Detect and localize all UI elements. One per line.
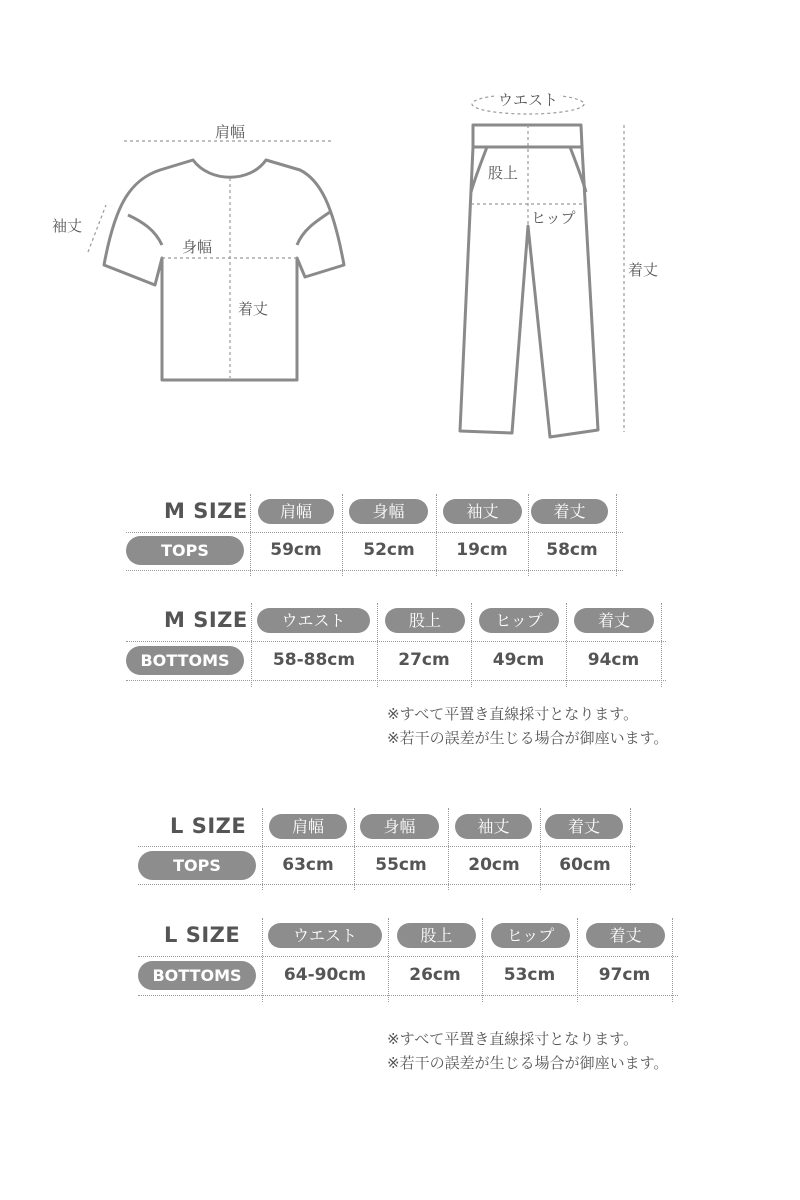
category-tops-label: TOPS bbox=[138, 851, 256, 880]
size-title: M SIZE bbox=[164, 499, 248, 523]
header-hip: ヒップ bbox=[479, 608, 559, 633]
column-divider bbox=[528, 494, 529, 576]
row-divider bbox=[138, 884, 635, 885]
header-waist: ウエスト bbox=[268, 923, 382, 948]
header-chest: 身幅 bbox=[360, 814, 439, 839]
value-waist: 64-90cm bbox=[283, 965, 367, 985]
column-divider bbox=[262, 918, 263, 1002]
column-divider bbox=[436, 494, 437, 576]
sleeve-measure-line bbox=[88, 205, 106, 252]
header-shoulder: 肩幅 bbox=[258, 499, 334, 524]
header-length: 着丈 bbox=[531, 499, 608, 524]
row-divider bbox=[138, 956, 678, 957]
column-divider bbox=[661, 603, 662, 687]
label-chest: 身幅 bbox=[182, 238, 213, 256]
column-divider bbox=[616, 494, 617, 576]
column-divider bbox=[377, 603, 378, 687]
value-chest: 52cm bbox=[363, 540, 415, 560]
header-length: 着丈 bbox=[586, 923, 665, 948]
note-line: ※すべて平置き直線採寸となります。 bbox=[387, 705, 639, 723]
header-sleeve: 袖丈 bbox=[443, 499, 522, 524]
column-divider bbox=[577, 918, 578, 1002]
label-waist: ウエスト bbox=[498, 91, 559, 109]
row-divider bbox=[126, 532, 623, 533]
header-waist: ウエスト bbox=[257, 608, 370, 633]
header-shoulder: 肩幅 bbox=[269, 814, 347, 839]
value-sleeve: 19cm bbox=[456, 540, 508, 560]
value-shoulder: 59cm bbox=[270, 540, 322, 560]
column-divider bbox=[540, 808, 541, 890]
value-length: 94cm bbox=[587, 650, 640, 670]
label-tops-length: 着丈 bbox=[238, 300, 269, 318]
value-rise: 27cm bbox=[398, 650, 450, 670]
column-divider bbox=[672, 918, 673, 1002]
row-divider bbox=[126, 570, 623, 571]
column-divider bbox=[630, 808, 631, 890]
row-divider bbox=[126, 680, 666, 681]
tshirt-outline bbox=[104, 160, 344, 380]
label-rise: 股上 bbox=[488, 164, 519, 182]
row-divider bbox=[138, 846, 635, 847]
column-divider bbox=[482, 918, 483, 1002]
column-divider bbox=[250, 494, 251, 576]
header-rise: 股上 bbox=[397, 923, 476, 948]
value-length: 58cm bbox=[546, 540, 598, 560]
column-divider bbox=[471, 603, 472, 687]
category-bottoms-label: BOTTOMS bbox=[138, 961, 256, 990]
value-hip: 49cm bbox=[492, 650, 545, 670]
label-hip: ヒップ bbox=[531, 209, 576, 227]
value-rise: 26cm bbox=[409, 965, 461, 985]
value-waist: 58-88cm bbox=[272, 650, 356, 670]
header-hip: ヒップ bbox=[491, 923, 570, 948]
header-rise: 股上 bbox=[385, 608, 465, 633]
column-divider bbox=[448, 808, 449, 890]
header-length: 着丈 bbox=[574, 608, 654, 633]
category-bottoms-label: BOTTOMS bbox=[126, 646, 244, 675]
column-divider bbox=[354, 808, 355, 890]
label-shoulder: 肩幅 bbox=[215, 123, 246, 141]
size-title: M SIZE bbox=[164, 608, 248, 632]
value-length: 97cm bbox=[598, 965, 651, 985]
note-line: ※若干の誤差が生じる場合が御座います。 bbox=[387, 729, 669, 747]
header-chest: 身幅 bbox=[349, 499, 428, 524]
note-line: ※すべて平置き直線採寸となります。 bbox=[387, 1030, 639, 1048]
size-title: L SIZE bbox=[170, 814, 247, 838]
label-sleeve: 袖丈 bbox=[52, 217, 83, 235]
tshirt-sleeve-seam-right bbox=[297, 212, 330, 245]
header-length: 着丈 bbox=[545, 814, 623, 839]
row-divider bbox=[138, 995, 678, 996]
column-divider bbox=[566, 603, 567, 687]
tshirt-sleeve-seam-left bbox=[128, 215, 162, 245]
value-shoulder: 63cm bbox=[282, 855, 334, 875]
label-bottoms-length: 着丈 bbox=[628, 261, 659, 279]
header-sleeve: 袖丈 bbox=[455, 814, 532, 839]
value-chest: 55cm bbox=[375, 855, 427, 875]
value-sleeve: 20cm bbox=[468, 855, 520, 875]
garment-diagram bbox=[0, 0, 800, 450]
row-divider bbox=[126, 641, 666, 642]
value-hip: 53cm bbox=[503, 965, 556, 985]
value-length: 60cm bbox=[559, 855, 611, 875]
column-divider bbox=[262, 808, 263, 890]
column-divider bbox=[388, 918, 389, 1002]
category-tops-label: TOPS bbox=[126, 536, 244, 565]
note-line: ※若干の誤差が生じる場合が御座います。 bbox=[387, 1054, 669, 1072]
size-title: L SIZE bbox=[164, 923, 241, 947]
column-divider bbox=[342, 494, 343, 576]
pants-outline bbox=[460, 125, 598, 437]
column-divider bbox=[251, 603, 252, 687]
